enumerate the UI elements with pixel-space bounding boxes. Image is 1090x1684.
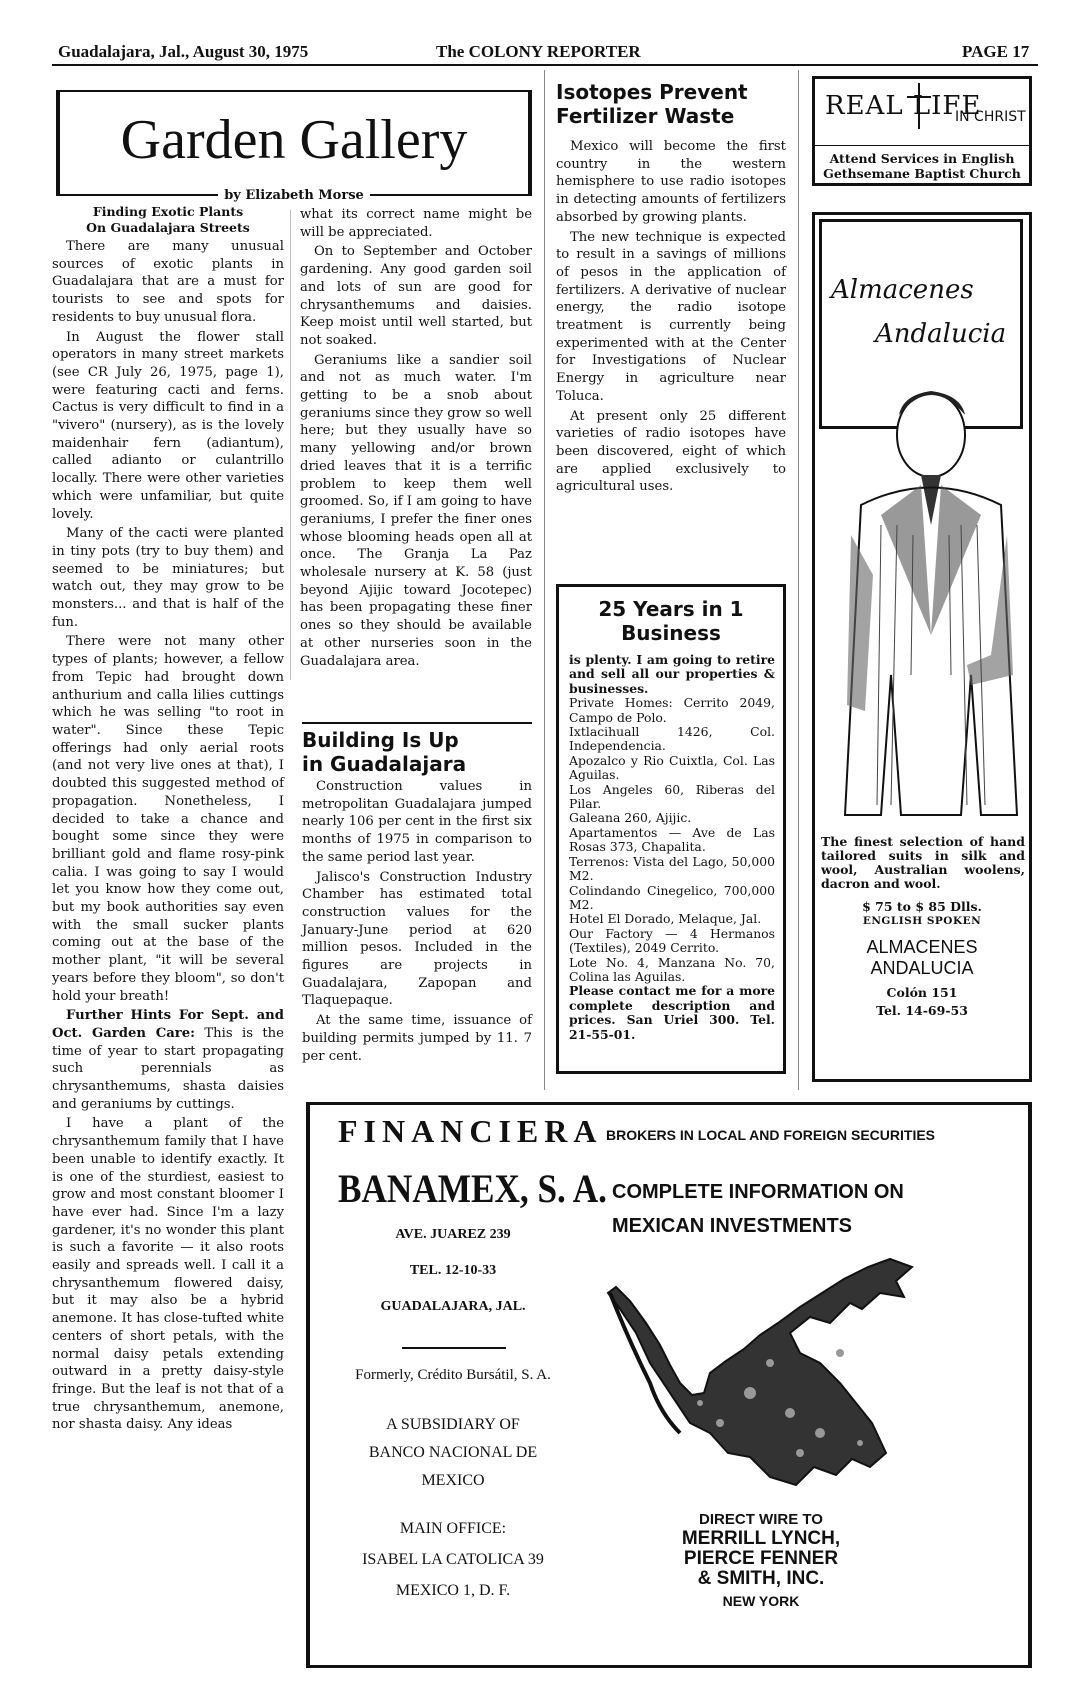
smith-inc-line: & SMITH, INC.	[697, 1568, 825, 1589]
isotopes-title-2: Fertilizer Waste	[556, 104, 735, 128]
man-in-suit-illustration	[821, 375, 1027, 825]
mexico-map-illustration	[600, 1253, 920, 1503]
mexican-investments-line: MEXICAN INVESTMENTS	[612, 1215, 853, 1237]
isotopes-paragraph: The new technique is expected to result in a savings of millions of pesos in the application of fertilizers. A derivative of nuclear energy, the radio isotope treatment is currently being experimented with at the Center for Investigations of Nuclear Energy in agriculture near Toluca.	[556, 229, 786, 404]
banamex-phone: TEL. 12-10-33	[409, 1263, 497, 1278]
direct-wire-line: DIRECT WIRE TO	[699, 1511, 823, 1528]
banamex-ad-box	[306, 1102, 1032, 1668]
garden-byline: by Elizabeth Morse	[218, 188, 370, 203]
garden-title: Garden Gallery	[120, 109, 468, 171]
brokers-label: BROKERS IN LOCAL AND FOREIGN SECURITIES	[606, 1127, 936, 1143]
isotopes-paragraph: At present only 25 different varieties of radio isotopes have been discovered, eight of which are applied exclusively to agricultural uses.	[556, 408, 786, 495]
header-rule	[52, 64, 1038, 66]
garden-paragraph: I have a plant of the chrysanthemum family that I have been unable to identify exactly. It is one of the sturdiest, easiest to grow and most constant bloomer I have ever had. Since I'm a lazy gardener, it's no wonder this plant is such a favorite — it also roots easily and spreads well. I call it a chrysanthemum flowered daisy, but it may also be a hybrid anemone. It has close-tufted white centers of short petals, with the normal daisy petals extending outward in a pretty daisy-style fringe. But the leaf is not that of a true chrysanthemum, anemone, nor shasta daisy. Any ideas	[52, 1116, 284, 1433]
business-ad-box	[556, 584, 786, 1074]
pierce-fenner-line: PIERCE FENNER	[683, 1548, 839, 1569]
business-listing-item: Please contact me for a more complete description and prices. San Uriel 300. Tel. 21-55-01.	[569, 983, 775, 1042]
financiera-label: FINANCIERA	[338, 1113, 603, 1149]
garden-subhead-1: Finding Exotic Plants	[92, 204, 244, 219]
subsidiary-line-2: BANCO NACIONAL DE	[368, 1444, 538, 1461]
church-services-line: Attend Services in English	[829, 151, 1015, 166]
garden-byline-wrap	[56, 184, 532, 203]
andalucia-description: The finest selection of hand tailored suits in silk and wool, Australian woolens, dacron and wool.	[821, 834, 1025, 891]
andalucia-script-2: Andalucia	[875, 319, 1007, 349]
garden-column-2	[300, 206, 532, 672]
church-ad-box	[812, 76, 1032, 186]
garden-paragraph: Many of the cacti were planted in tiny pots (try to buy them) and seemed to be miniatures; but watch out, they may grow to be monsters... and that is half of the fun.	[52, 526, 284, 630]
garden-paragraph: Geraniums like a sandier soil and not as much water. I'm getting to be a snob about geraniums since they grow so well here; but they usually have so many yellowing and/or brown dried leaves that it is a terrific problem to keep them well groomed. So, if I am going to have geraniums, I prefer the finer ones whose blooming heads open all at once. The Granja La Paz wholesale nursery at K. 58 (just beyond Ajijic toward Jocotepec) has been propagating these finer ones so they should be available at other nurseries soon in the Guadalajara area.	[300, 352, 532, 669]
business-listing-item: Apartamentos — Ave de Las Rosas 373, Chapalita.	[569, 824, 775, 855]
banamex-divider	[402, 1347, 506, 1349]
business-listing-item: Los Angeles 60, Riberas del Pilar.	[569, 781, 775, 812]
header-date: Guadalajara, Jal., August 30, 1975	[58, 42, 309, 61]
isotopes-article	[556, 80, 786, 498]
garden-column-1	[52, 204, 284, 1436]
header-page-number: PAGE 17	[962, 42, 1030, 61]
business-listing-item: Our Factory — 4 Hermanos (Textiles), 2049 Cerrito.	[569, 925, 775, 956]
business-title-1: 25 Years in 1	[598, 597, 744, 621]
building-title-1: Building Is Up	[302, 728, 459, 752]
garden-title-box	[56, 90, 532, 196]
column-rule	[798, 70, 799, 1090]
business-listing-item: Galeana 260, Ajijic.	[569, 810, 692, 826]
building-title-2: in Guadalajara	[302, 752, 467, 776]
banamex-formerly: Formerly, Crédito Bursátil, S. A.	[355, 1367, 551, 1383]
business-listing-item: Lote No. 4, Manzana No. 70, Colina las Aguilas.	[569, 954, 775, 984]
business-listing-item: is plenty. I am going to retire and sell all our properties & businesses.	[569, 652, 775, 696]
building-article	[302, 728, 532, 1067]
church-name-line: Gethsemane Baptist Church	[823, 166, 1021, 181]
andalucia-name-1: ALMACENES	[866, 937, 978, 957]
banamex-address: AVE. JUAREZ 239	[395, 1227, 511, 1242]
garden-paragraph: There were not many other types of plants; however, a fellow from Tepic had brought down anthurium and calla lilies cuttings which he was selling "to root in water". Since these Tepic offerings had only aerial roots (and not very live ones at that), I doubted this suggested method of propagation. Nonetheless, I decided to take a chance and bought some since they were brilliant gold and flame rosy-pink calia. I was going to say I would let you know how they come out, but my book authorities say even with the small sucker plants coming out at the base of the mother plant, "it will be several years before they bloom", so don't hold your breath!	[52, 634, 284, 1004]
andalucia-english-spoken: ENGLISH SPOKEN	[862, 915, 982, 927]
subsidiary-line-1: A SUBSIDIARY OF	[386, 1416, 520, 1433]
subsidiary-line-3: MEXICO	[421, 1472, 485, 1489]
business-listing-item: Colindando Cinegelico, 700,000 M2.	[569, 882, 775, 912]
andalucia-ad-box	[812, 212, 1032, 1082]
garden-subhead-2: On Guadalajara Streets	[86, 220, 250, 235]
business-listing-item: Hotel El Dorado, Melaque, Jal.	[569, 911, 762, 927]
new-york-line: NEW YORK	[722, 1593, 800, 1609]
header-paper-name: The COLONY REPORTER	[436, 42, 641, 61]
banamex-name: BANAMEX, S. A.	[338, 1166, 607, 1211]
column-rule	[290, 210, 291, 680]
business-listing-item: Apozalco y Rio Cuixtla, Col. Las Aguilas.	[569, 752, 775, 783]
isotopes-title-1: Isotopes Prevent	[556, 80, 748, 104]
business-listing-item: Ixtlacihuall 1426, Col. Independencia.	[569, 724, 775, 754]
building-paragraph: At the same time, issuance of building permits jumped by 11. 7 per cent.	[302, 1013, 532, 1064]
garden-paragraph: In August the flower stall operators in many street markets (see CR July 26, 1975, page 1), were featuring cacti and ferns. Cactus is very difficult to find in a "vivero" (nursery), as is the lovely maidenhair fern (adiantum), called adianto or culantrillo locally. There were other varieties which were unfamiliar, but quite lovely.	[52, 329, 284, 522]
business-listing-item: Terrenos: Vista del Lago, 50,000 M2.	[569, 853, 775, 884]
andalucia-name-2: ANDALUCIA	[870, 958, 974, 978]
garden-hints-heading: Further Hints For Sept. and Oct. Garden Care:	[52, 1008, 284, 1041]
main-office-city: MEXICO 1, D. F.	[395, 1582, 511, 1599]
banamex-city: GUADALAJARA, JAL.	[380, 1299, 526, 1314]
merrill-lynch-line: MERRILL LYNCH,	[681, 1528, 841, 1549]
building-paragraph: Construction values in metropolitan Guadalajara jumped nearly 106 per cent in the first six months of 1975 in comparison to the same period last year.	[302, 779, 532, 865]
isotopes-paragraph: Mexico will become the first country in the western hemisphere to use radio isotopes in detecting amounts of fertilizers absorbed by growing plants.	[556, 139, 786, 225]
in-christ-label: IN CHRIST	[955, 109, 1026, 125]
business-listing-item: Private Homes: Cerrito 2049, Campo de Polo.	[569, 695, 775, 725]
garden-paragraph: On to September and October gardening. Any good garden soil and lots of sun are good for chrysanthemums and daisies. Keep moist until well started, but not soaked.	[300, 244, 532, 348]
andalucia-price: $ 75 to $ 85 Dlls.	[862, 899, 982, 914]
real-life-logo: REAL LIFE	[825, 91, 982, 121]
church-divider	[815, 145, 1029, 146]
business-title-2: Business	[621, 621, 721, 645]
andalucia-address: Colón 151	[886, 985, 958, 1000]
garden-paragraph: There are many unusual sources of exotic plants in Guadalajara that are a must for tourists to see and spots for residents to buy unusual flora.	[52, 239, 284, 325]
complete-info-line: COMPLETE INFORMATION ON	[612, 1181, 904, 1203]
andalucia-phone: Tel. 14-69-53	[876, 1003, 968, 1018]
business-listing	[569, 653, 775, 1042]
building-rule	[302, 722, 532, 724]
garden-paragraph: what its correct name might be will be appreciated.	[300, 207, 532, 240]
column-rule	[544, 70, 545, 1090]
building-paragraph: Jalisco's Construction Industry Chamber has estimated total construction values for the January-June period at 620 million pesos. Included in the figures are projects in Guadalajara, Zapopan and Tlaquepaque.	[302, 869, 532, 1009]
main-office-street: ISABEL LA CATOLICA 39	[362, 1551, 544, 1568]
garden-paragraph: This is the time of year to start propagating such perennials as chrysanthemums, shasta daisies and geraniums by cuttings.	[52, 1025, 284, 1112]
andalucia-script-1: Almacenes	[831, 275, 974, 305]
main-office-label: MAIN OFFICE:	[399, 1520, 507, 1537]
cross-icon	[899, 81, 939, 131]
